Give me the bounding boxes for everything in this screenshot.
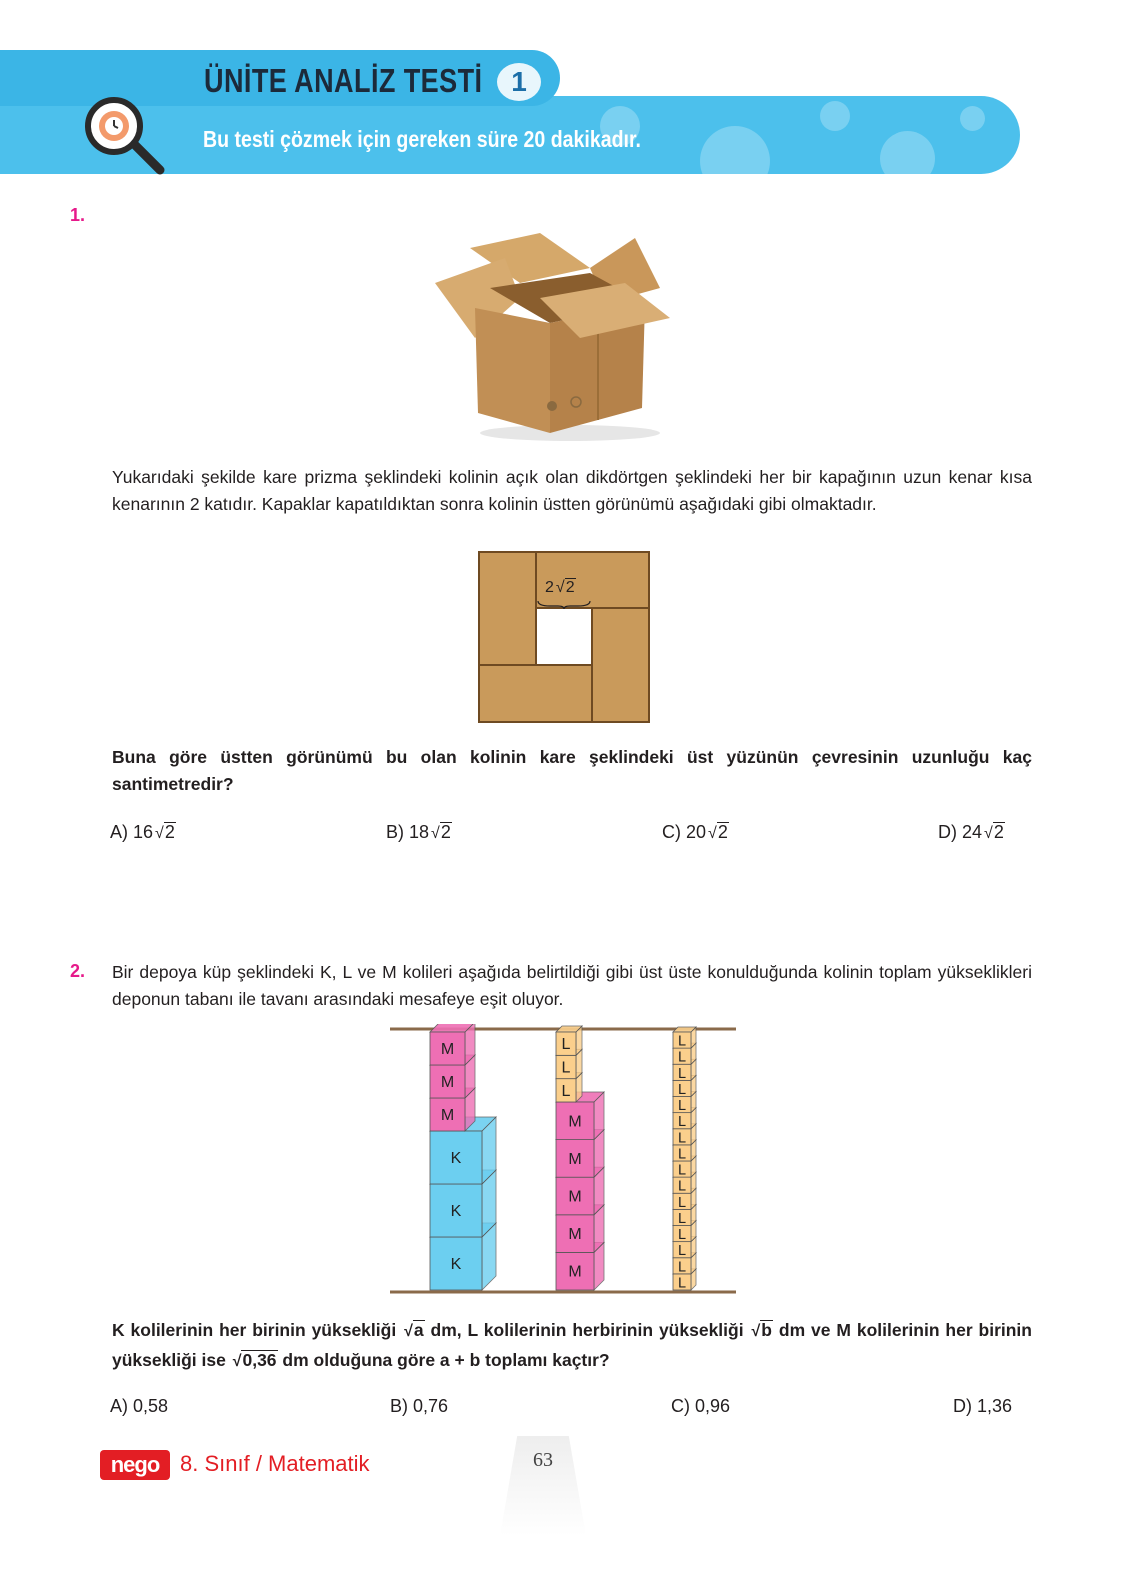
figure-label-2root2: 2 √2	[545, 579, 575, 596]
q1-option-b[interactable]: B) 18 √2	[386, 822, 451, 842]
question-1-number: 1.	[70, 205, 86, 225]
warehouse-stacks-figure	[388, 1024, 738, 1296]
svg-text:L: L	[677, 1065, 687, 1082]
svg-text:L: L	[561, 1059, 571, 1077]
course-label: 8. Sınıf / Matematik	[180, 1451, 370, 1476]
q1-option-d[interactable]: D) 24 √2	[938, 822, 1004, 842]
question-2-prompt: K kolilerinin her birinin yüksekliği √a dm, L kolilerinin herbirinin yüksekliği √b dm ve M kolilerinin her birinin yüksekliği ise √0,36 dm olduğuna göre a + b toplamı kaçtır?	[112, 1320, 1032, 1370]
svg-text:L: L	[677, 1243, 687, 1260]
test-title: ÜNİTE ANALİZ TESTİ	[204, 62, 483, 99]
svg-text:L: L	[677, 1033, 687, 1050]
svg-text:L: L	[677, 1194, 687, 1211]
q2-option-d[interactable]: D) 1,36	[953, 1396, 1013, 1416]
cube-l	[556, 1026, 582, 1055]
svg-text:L: L	[677, 1081, 687, 1098]
q1-option-a[interactable]: A) 16 √2	[110, 822, 175, 842]
question-1-prompt: Buna göre üstten görünümü bu olan kolinin kare şeklindeki üst yüzünün çevresinin uzunluğu kaç santimetredir?	[112, 747, 1032, 794]
cube-m	[430, 1024, 475, 1065]
svg-text:M: M	[440, 1074, 455, 1091]
question-1-text: Yukarıdaki şekilde kare prizma şeklindeki kolinin açık olan dikdörtgen şeklindeki her bir kapağının uzun kenar kısa kenarının 2 katıdır. Kapaklar kapatıldıktan sonra kolinin üstten görünümü aşağıdaki gibi olmaktadır.	[112, 467, 1032, 514]
svg-text:M: M	[568, 1113, 582, 1131]
svg-text:L: L	[677, 1098, 687, 1115]
svg-text:L: L	[677, 1275, 687, 1292]
page-number: 63	[533, 1449, 553, 1471]
svg-text:M: M	[440, 1107, 455, 1124]
q2-option-c[interactable]: C) 0,96	[671, 1396, 731, 1416]
svg-text:L: L	[677, 1227, 687, 1244]
svg-text:L: L	[677, 1178, 687, 1195]
svg-text:K: K	[450, 1256, 462, 1273]
svg-text:L: L	[677, 1130, 687, 1147]
svg-text:L: L	[677, 1146, 687, 1163]
svg-text:K: K	[450, 1150, 462, 1167]
question-2-number: 2.	[70, 961, 86, 981]
svg-text:M: M	[568, 1150, 582, 1168]
q2-option-a[interactable]: A) 0,58	[110, 1396, 169, 1416]
q1-option-c[interactable]: C) 20 √2	[662, 822, 728, 842]
cube-l	[673, 1027, 696, 1050]
svg-text:L: L	[677, 1259, 687, 1276]
svg-text:M: M	[568, 1263, 582, 1281]
svg-text:L: L	[677, 1114, 687, 1131]
svg-text:L: L	[677, 1210, 687, 1227]
test-number-badge: 1	[497, 63, 541, 101]
svg-text:L: L	[561, 1036, 571, 1054]
svg-text:M: M	[568, 1226, 582, 1244]
svg-text:L: L	[677, 1049, 687, 1066]
time-limit-text: Bu testi çözmek için gereken süre 20 dakikadır.	[203, 126, 641, 152]
svg-text:K: K	[450, 1203, 462, 1220]
publisher-logo: nego	[100, 1450, 170, 1480]
box-top-view-figure	[478, 551, 650, 723]
magnifier-clock-icon	[82, 96, 182, 176]
svg-text:L: L	[677, 1162, 687, 1179]
svg-text:L: L	[561, 1082, 571, 1100]
question-2-text: Bir depoya küp şeklindeki K, L ve M kolileri aşağıda belirtildiği gibi üst üste konulduğunda kolinin toplam yükseklikleri deponun tabanı ile tavanı arasındaki mesafeye eşit oluyor.	[112, 962, 1032, 1009]
svg-text:M: M	[568, 1188, 582, 1206]
open-cardboard-box-illustration	[430, 228, 690, 443]
stacks-layer	[430, 1024, 696, 1291]
q2-option-b[interactable]: B) 0,76	[390, 1396, 449, 1416]
svg-text:M: M	[440, 1041, 455, 1058]
